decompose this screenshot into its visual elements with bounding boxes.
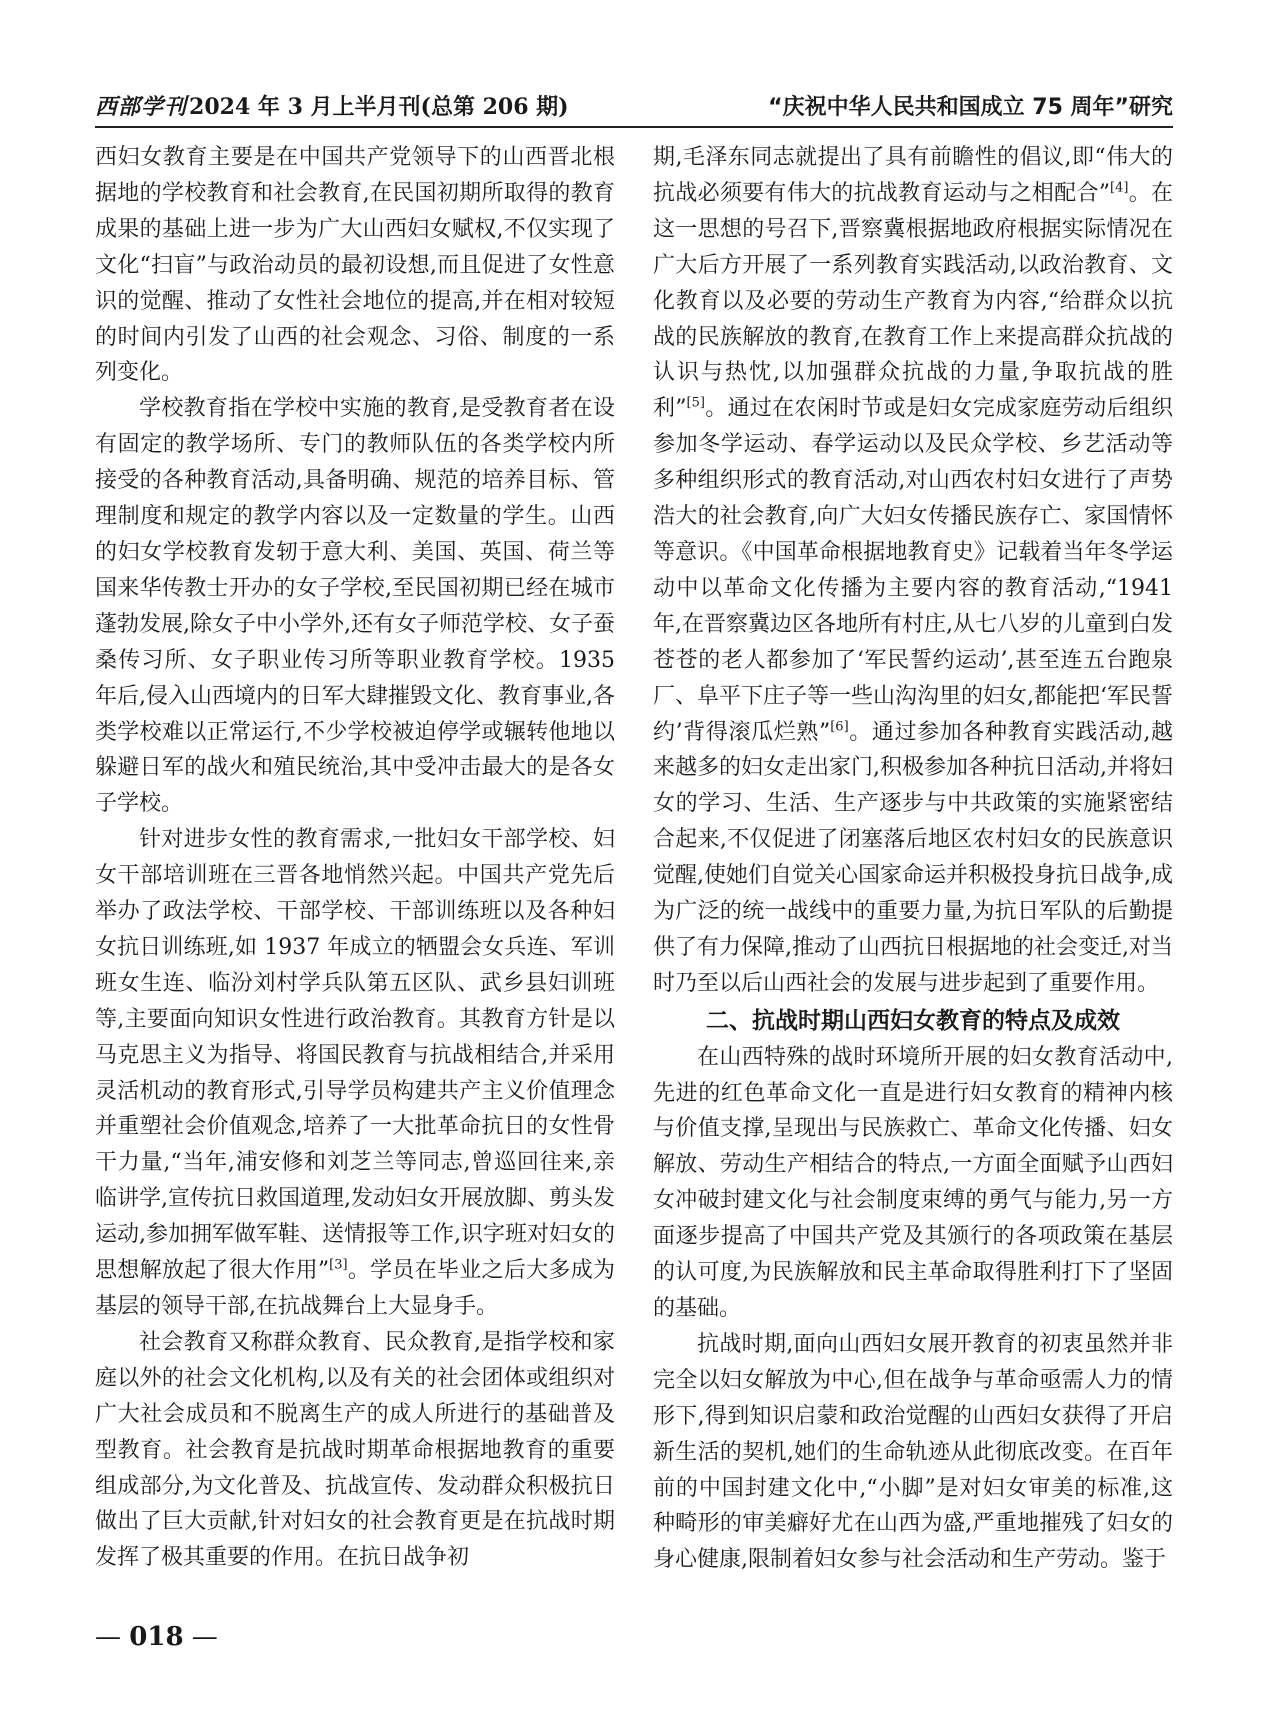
page-number: 018 [129,1622,184,1652]
paragraph: 社会教育又称群众教育、民众教育,是指学校和家庭以外的社会文化机构,以及有关的社会团体或组织对广大社会成员和不脱离生产的成人所进行的基础普及型教育。社会教育是抗战时期革命根据地教育的重要组成部分,为文化普及、抗战宣传、发动群众积极抗日做出了巨大贡献,针对妇女的社会教育更是在抗战时期发挥了极其重要的作用。在抗日战争初 [95,1329,615,1571]
left-column [95,140,615,1576]
header-left [95,90,569,121]
dash-right: — [183,1622,218,1652]
paragraph [95,822,615,1325]
running-header [95,84,1173,124]
citation-ref: [3] [329,1257,348,1273]
paragraph-text: 。在这一思想的号召下,晋察冀根据地政府根据实际情况在广大后方开展了一系列教育实践活动,以政治教育、文化教育以及必要的劳动生产教育为内容,“给群众以抗战的民族解放的教育,在教育工作上来提高群众抗战的认识与热忱,以加强群众抗战的力量,争取抗战的胜利” [653,180,1173,422]
header-rule [95,126,1173,128]
paragraph-text: 。学员在毕业之后大多成为基层的领导干部,在抗战舞台上大显身手。 [95,1258,615,1319]
citation-ref: [6] [830,719,849,735]
paragraph [653,140,1173,1002]
journal-logo: 西部学刊 [95,94,188,120]
paragraph: 在山西特殊的战时环境所开展的妇女教育活动中,先进的红色革命文化一直是进行妇女教育的精神内核与价值支撑,呈现出与民族救亡、革命文化传播、妇女解放、劳动生产相结合的特点,一方面全面赋予山西妇女冲破封建文化与社会制度束缚的勇气与能力,另一方面逐步提高了中国共产党及其颁行的各项政策在基层的认可度,为民族解放和民主革命取得胜利打下了坚固的基础。 [653,1044,1173,1321]
paragraph-text: 期,毛泽东同志就提出了具有前瞻性的倡议,即“伟大的抗战必须要有伟大的抗战教育运动与之相配合” [653,145,1173,206]
citation-ref: [4] [1110,180,1129,196]
section-title: “庆祝中华人民共和国成立 75 周年”研究 [768,95,1173,120]
section-heading: 二、抗战时期山西妇女教育的特点及成效 [706,1007,1120,1034]
paragraph-text: 。通过参加各种教育实践活动,越来越多的妇女走出家门,积极参加各种抗日活动,并将妇女的学习、生活、生产逐步与中共政策的实施紧密结合起来,不仅促进了闭塞落后地区农村妇女的民族意识觉醒,使她们自觉关心国家命运并积极投身抗日战争,成为广泛的统一战线中的重要力量,为抗日军队的后勤提供了有力保障,推动了山西抗日根据地的社会变迁,对当时乃至以后山西社会的发展与进步起到了重要作用。 [653,719,1173,996]
paragraph: 西妇女教育主要是在中国共产党领导下的山西晋北根据地的学校教育和社会教育,在民国初期所取得的教育成果的基础上进一步为广大山西妇女赋权,不仅实现了文化“扫盲”与政治动员的最初设想,而且促进了女性意识的觉醒、推动了女性社会地位的提高,并在相对较短的时间内引发了山西的社会观念、习俗、制度的一系列变化。 [95,145,615,386]
paragraph: 抗战时期,面向山西妇女展开教育的初衷虽然并非完全以妇女解放为中心,但在战争与革命亟需人力的情形下,得到知识启蒙和政治觉醒的山西妇女获得了开启新生活的契机,她们的生命轨迹从此彻底改变。在百年前的中国封建文化中,“小脚”是对妇女审美的标准,这种畸形的审美癖好尤在山西为盛,严重地摧残了妇女的身心健康,限制着妇女参与社会活动和生产劳动。鉴于 [653,1331,1173,1573]
paragraph-text: 针对进步女性的教育需求,一批妇女干部学校、妇女干部培训班在三晋各地悄然兴起。中国共产党先后举办了政法学校、干部学校、干部训练班以及各种妇女抗日训练班,如 1937 年成立的牺盟会女兵连、军训班女生连、临汾刘村学兵队第五区队、武乡县妇训班等,主要面向知识女性进行政治教育。其教育方针是以马克思主义为指导、将国民教育与抗战相结合,并采用灵活机动的教育形式,引导学员构建共产主义价值理念并重塑社会价值观念,培养了一大批革命抗日的女性骨干力量,“当年,浦安修和刘芝兰等同志,曾巡回往来,亲临讲学,宣传抗日救国道理,发动妇女开展放脚、剪头发运动,参加拥军做军鞋、送情报等工作,识字班对妇女的思想解放起了很大作用” [95,827,615,1284]
paragraph: 学校教育指在学校中实施的教育,是受教育者在设有固定的教学场所、专门的教师队伍的各类学校内所接受的各种教育活动,具备明确、规范的培养目标、管理制度和规定的教学内容以及一定数量的学生。山西的妇女学校教育发轫于意大利、美国、英国、荷兰等国来华传教士开办的女子学校,至民国初期已经在城市蓬勃发展,除女子中小学外,还有女子师范学校、女子蚕桑传习所、女子职业传习所等职业教育学校。1935 年后,侵入山西境内的日军大肆摧毁文化、教育事业,各类学校难以正常运行,不少学校被迫停学或辗转他地以躲避日军的战火和殖民统治,其中受冲击最大的是各女子学校。 [95,396,615,817]
dash-left: — [95,1622,130,1652]
citation-ref: [5] [686,396,705,412]
right-column [653,140,1173,1578]
issue-info: 2024 年 3 月上半月刊(总第 206 期) [189,94,569,120]
page-footer [95,1622,218,1652]
paragraph-text: 。通过在农闲时节或是妇女完成家庭劳动后组织参加冬学运动、春学运动以及民众学校、乡艺活动等多种组织形式的教育活动,对山西农村妇女进行了声势浩大的社会教育,向广大妇女传播民族存亡、家国情怀等意识。《中国革命根据地教育史》记载着当年冬学运动中以革命文化传播为主要内容的教育活动,“1941 年,在晋察冀边区各地所有村庄,从七八岁的儿童到白发苍苍的老人都参加了‘军民誓约运动’,甚至连五台跑泉厂、阜平下庄子等一些山沟沟里的妇女,都能把‘军民誓约’背得滚瓜烂熟” [653,396,1173,745]
